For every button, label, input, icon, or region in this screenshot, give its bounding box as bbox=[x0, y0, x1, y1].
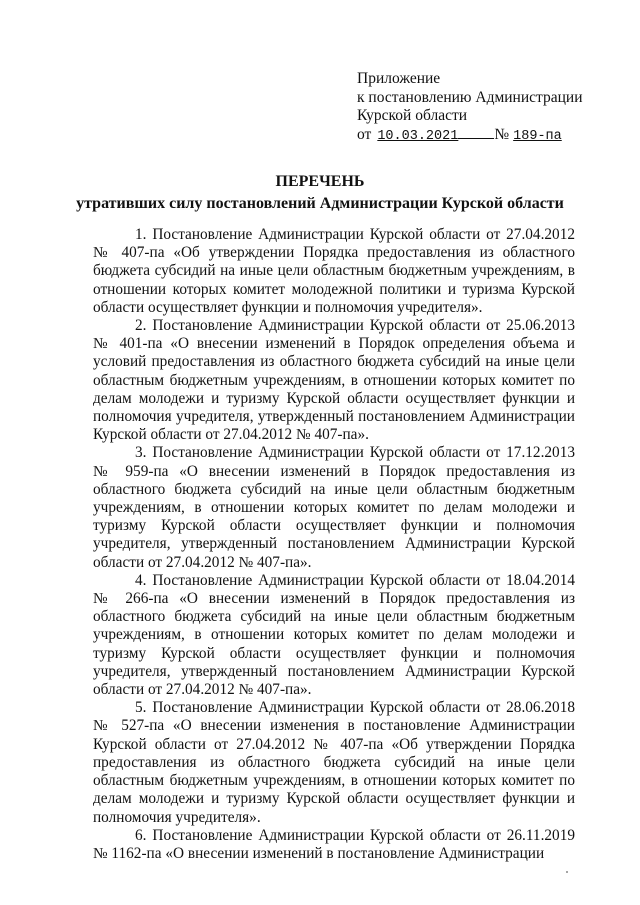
heading-subtitle: утративших силу постановлений Администрации Курской области bbox=[76, 195, 564, 212]
appendix-reference: к постановлению Администрации bbox=[357, 88, 583, 106]
list-item-6: 6. Постановление Администрации Курской области от 26.11.2019 № 1162-па «О внесении изменений в постановление Администрации bbox=[93, 826, 575, 862]
list-item-4: 4. Постановление Администрации Курской области от 18.04.2014 № 266-па «О внесении изменений в Порядок предоставления из областного бюджета субсидий на иные цели областным бюджетным учреждениям, в отношении которых комитет по делам молодежи и туризму Курской области осуществляет функции и полномочия учредителя, утвержденный постановлением Администрации Курской области от 27.04.2012 № 407-па». bbox=[93, 571, 575, 699]
scan-speck bbox=[566, 871, 568, 873]
list-item-2: 2. Постановление Администрации Курской области от 25.06.2013 № 401-па «О внесении изменений в Порядок определения объема и условий предоставления из областного бюджета субсидий на иные цели областным бюджетным учреждениям, в отношении которых комитет по делам молодежи и туризму Курской области осуществляет функции и полномочия учредителя, утвержденный постановлением Администрации Курской области от 27.04.2012 № 407-па». bbox=[93, 317, 575, 444]
appendix-title: Приложение bbox=[357, 70, 441, 87]
appendix-region: Курской области bbox=[357, 107, 468, 124]
heading-title: ПЕРЕЧЕНЬ bbox=[275, 173, 365, 190]
registration-number: 189-па bbox=[513, 128, 562, 144]
date-prefix: от bbox=[357, 125, 372, 143]
list-item-3: 3. Постановление Администрации Курской области от 17.12.2013 № 959-па «О внесении изменений в Порядок предоставления из областного бюджета субсидий на иные цели областным бюджетным учреждениям, в отношении которых комитет по делам молодежи и туризму Курской области осуществляет функции и полномочия учредителя, утвержденный постановлением Администрации Курской области от 27.04.2012 № 407-па». bbox=[93, 444, 575, 571]
appendix-block bbox=[357, 70, 583, 146]
document-body bbox=[93, 226, 575, 863]
number-prefix: № bbox=[494, 125, 510, 143]
date-underline bbox=[458, 126, 494, 139]
registration-date: 10.03.2021 bbox=[377, 128, 459, 144]
document-heading bbox=[0, 172, 640, 214]
list-item-1: 1. Постановление Администрации Курской области от 27.04.2012 № 407-па «Об утверждении Порядка предоставления из областного бюджета субсидий на иные цели областным бюджетным учреждениям, в отношении которых комитет молодежной политики и туризма Курской области осуществляет функции и полномочия учредителя». bbox=[93, 226, 575, 316]
registration-line bbox=[357, 126, 583, 147]
list-item-5: 5. Постановление Администрации Курской области от 28.06.2018 № 527-па «О внесении изменения в постановление Администрации Курской области от 27.04.2012 № 407-па «Об утверждении Порядка предоставления из областного бюджета субсидий на иные цели областным бюджетным учреждениям, в отношении которых комитет по делам молодежи и туризму Курской области осуществляет функции и полномочия учредителя». bbox=[93, 699, 575, 826]
